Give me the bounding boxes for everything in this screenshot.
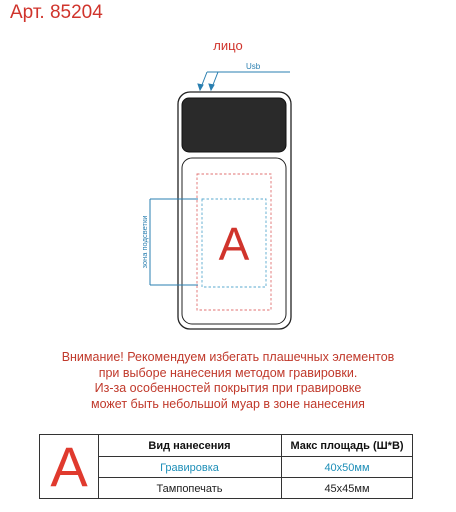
warning-line: Внимание! Рекомендуем избегать плашечных элементов <box>61 350 395 364</box>
warning-line: Из-за особенностей покрытия при гравировке <box>94 381 362 395</box>
top-panel <box>182 98 286 152</box>
article-title: Арт. 85204 <box>10 2 103 23</box>
area-cell: 45х45мм <box>324 482 370 495</box>
print-letter: A <box>218 218 250 270</box>
method-cell: Гравировка <box>98 457 282 478</box>
warning-line: при выборе нанесения методом гравировки. <box>98 365 358 380</box>
table-row <box>98 477 412 499</box>
table-row <box>98 456 412 478</box>
area-cell: 40х50мм <box>324 461 370 474</box>
header-max-area: Макс площадь (Ш*В) <box>290 439 404 452</box>
table-header-row <box>98 435 412 456</box>
method-cell: Тампопечать <box>98 478 282 499</box>
warning-text <box>0 350 456 412</box>
application-table <box>39 434 413 499</box>
usb-callout <box>198 72 290 90</box>
logo-letter: A <box>50 434 88 498</box>
header-method: Вид нанесения <box>98 435 282 456</box>
backlight-zone-label: зона подсветки <box>140 215 149 269</box>
warning-line: может быть небольшой муар в зоне нанесения <box>91 396 365 411</box>
usb-label: Usb <box>246 62 261 71</box>
face-label: лицо <box>213 38 243 53</box>
logo-cell <box>40 435 99 498</box>
